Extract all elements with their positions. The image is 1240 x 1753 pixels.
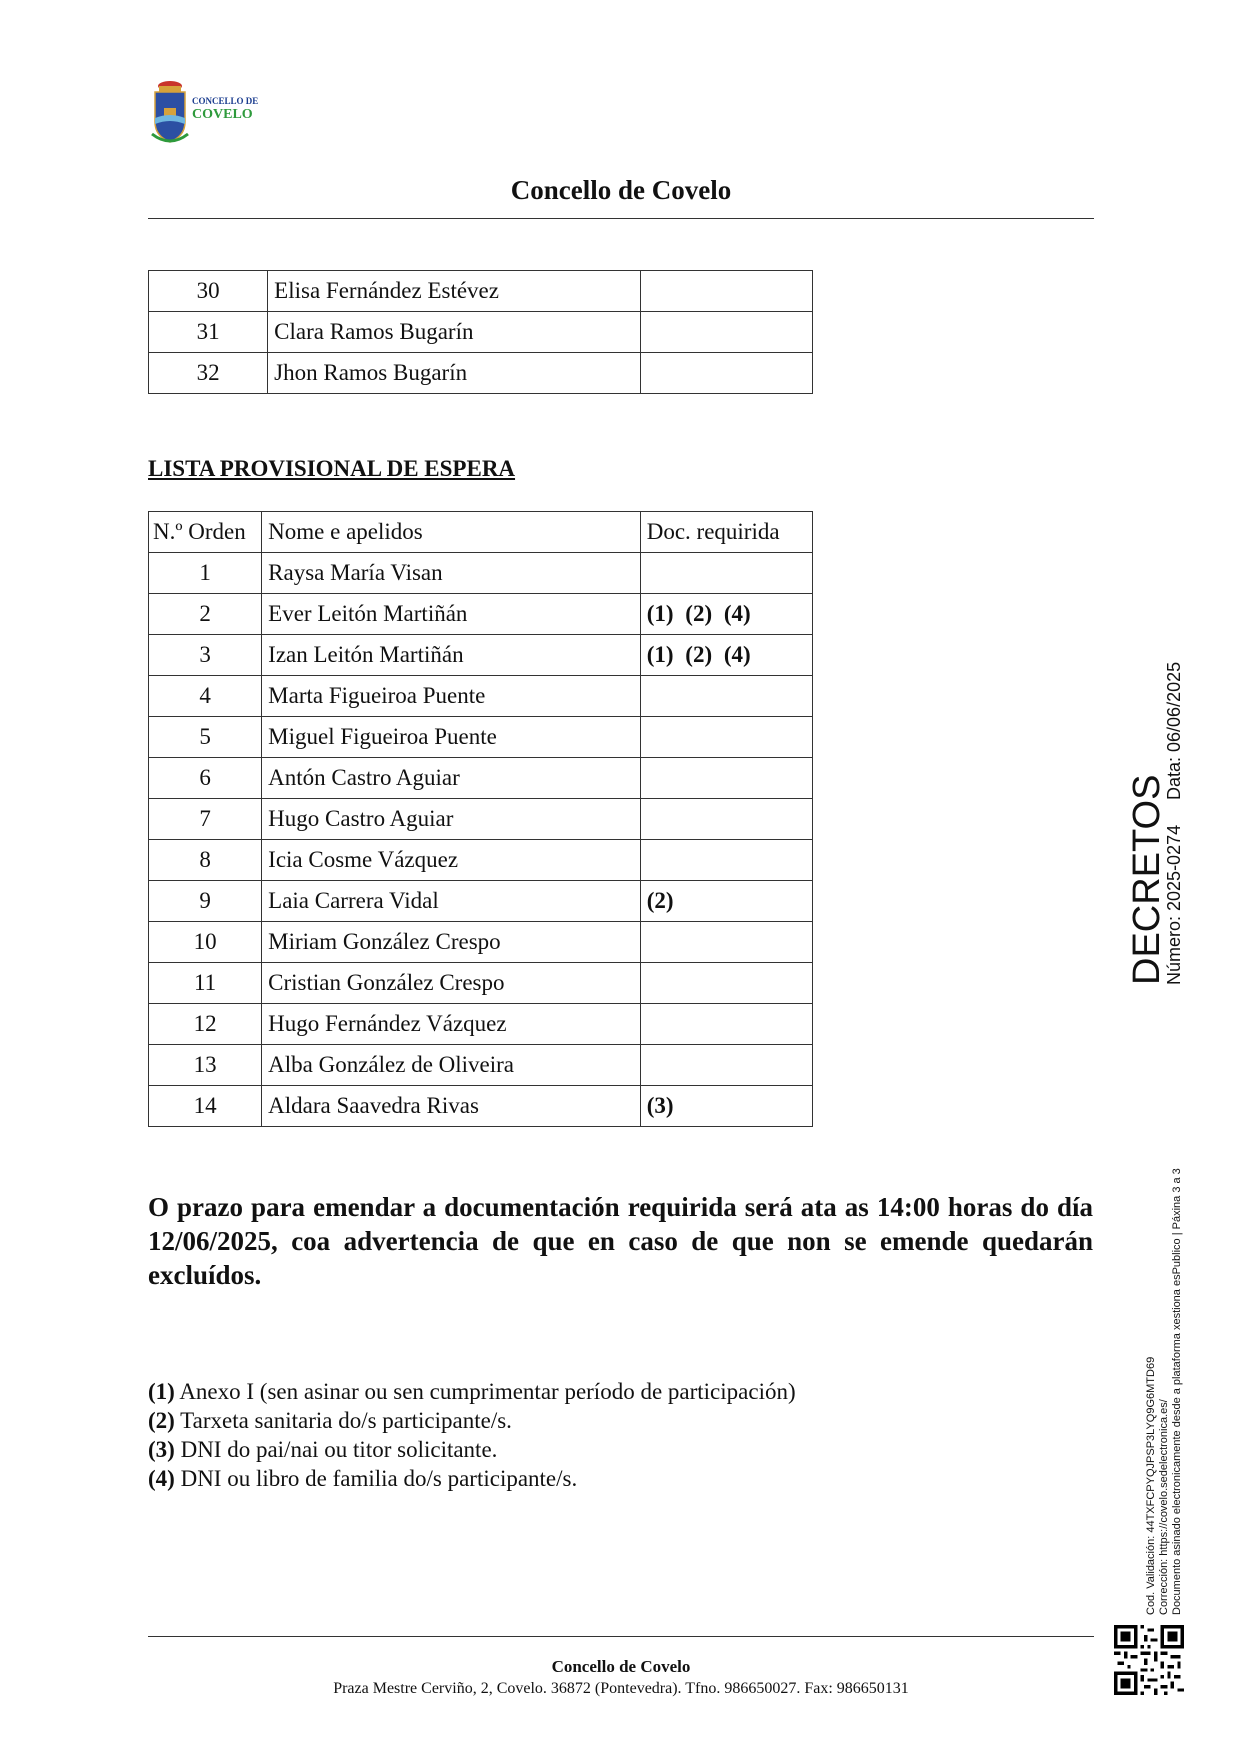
required-doc — [640, 271, 812, 312]
document-notes — [148, 1377, 796, 1493]
required-doc: (1) (2) (4) — [640, 594, 812, 635]
signature-info: Documento asinado electronicamente desde a plataforma xestiona esPublico | Páxina 3 a 3 — [1171, 1168, 1183, 1615]
table-row — [149, 271, 813, 312]
participant-name: Clara Ramos Bugarín — [268, 312, 641, 353]
order-number: 9 — [149, 881, 262, 922]
required-doc: (1) (2) (4) — [640, 635, 812, 676]
table-row — [149, 922, 813, 963]
decretos-label: DECRETOS — [1126, 774, 1168, 985]
header-name: Nome e apelidos — [262, 512, 641, 553]
participant-name: Marta Figueiroa Puente — [262, 676, 641, 717]
table-row — [149, 635, 813, 676]
note-text: DNI do pai/nai ou titor solicitante. — [180, 1437, 498, 1462]
required-doc — [640, 799, 812, 840]
order-number: 12 — [149, 1004, 262, 1045]
table-row — [149, 312, 813, 353]
participant-name: Elisa Fernández Estévez — [268, 271, 641, 312]
order-number: 1 — [149, 553, 262, 594]
required-doc — [640, 717, 812, 758]
note-ref: (3) — [148, 1437, 175, 1462]
participant-name: Antón Castro Aguiar — [262, 758, 641, 799]
table-row — [149, 881, 813, 922]
required-doc — [640, 1045, 812, 1086]
validation-code: Cod. Validación: 44TXFCPYQJPSP3LYQ9G6MTD69 — [1145, 1356, 1157, 1615]
verification-url: Corrección: https://covelo.sedelectronica.es/ — [1158, 1399, 1170, 1615]
participant-name: Icia Cosme Vázquez — [262, 840, 641, 881]
participant-name: Izan Leitón Martiñán — [262, 635, 641, 676]
order-number: 3 — [149, 635, 262, 676]
required-doc — [640, 840, 812, 881]
participant-name: Cristian González Crespo — [262, 963, 641, 1004]
required-doc — [640, 676, 812, 717]
deadline-notice: O prazo para emendar a documentación requirida será ata as 14:00 horas do día 12/06/2025, coa advertencia de que en caso de que non se emende quedarán excluídos. — [148, 1192, 1093, 1290]
header-order: N.º Orden — [149, 512, 262, 553]
participant-name: Aldara Saavedra Rivas — [262, 1086, 641, 1127]
table-row — [149, 717, 813, 758]
participant-name: Miriam González Crespo — [262, 922, 641, 963]
required-doc — [640, 312, 812, 353]
participant-name: Hugo Fernández Vázquez — [262, 1004, 641, 1045]
order-number: 32 — [149, 353, 268, 394]
table-header-row — [149, 512, 813, 553]
note-text: Anexo I (sen asinar ou sen cumprimentar período de participación) — [179, 1379, 796, 1404]
qr-code-icon — [1114, 1625, 1184, 1695]
participant-name: Alba González de Oliveira — [262, 1045, 641, 1086]
footer-title: Concello de Covelo — [551, 1657, 691, 1676]
required-doc — [640, 922, 812, 963]
table-row — [149, 594, 813, 635]
decree-date: Data: 06/06/2025 — [1164, 661, 1184, 800]
required-doc — [640, 353, 812, 394]
participant-name: Laia Carrera Vidal — [262, 881, 641, 922]
note-item — [148, 1464, 796, 1493]
order-number: 14 — [149, 1086, 262, 1127]
order-number: 13 — [149, 1045, 262, 1086]
order-number: 7 — [149, 799, 262, 840]
required-doc: (3) — [640, 1086, 812, 1127]
validation-info — [1145, 1168, 1184, 1615]
required-doc: (2) — [640, 881, 812, 922]
footer-divider — [148, 1636, 1094, 1637]
table-row — [149, 758, 813, 799]
logo-line-2: COVELO — [192, 107, 253, 122]
table-row — [149, 676, 813, 717]
header-divider — [148, 218, 1094, 219]
order-number: 31 — [149, 312, 268, 353]
decree-number: Número: 2025-0274 — [1164, 824, 1184, 985]
note-ref: (2) — [148, 1408, 175, 1433]
order-number: 11 — [149, 963, 262, 1004]
order-number: 10 — [149, 922, 262, 963]
waitlist-section-title: LISTA PROVISIONAL DE ESPERA — [148, 456, 516, 481]
table-row — [149, 1086, 813, 1127]
required-doc — [640, 758, 812, 799]
page-title: Concello de Covelo — [510, 175, 732, 205]
note-text: DNI ou libro de familia do/s participante/s. — [180, 1466, 578, 1491]
order-number: 5 — [149, 717, 262, 758]
note-item — [148, 1435, 796, 1464]
waitlist-table — [148, 511, 813, 1127]
logo-line-1: CONCELLO DE — [192, 96, 259, 106]
table-row — [149, 553, 813, 594]
order-number: 2 — [149, 594, 262, 635]
admitted-list-continuation-table — [148, 270, 813, 394]
required-doc — [640, 963, 812, 1004]
participant-name: Ever Leitón Martiñán — [262, 594, 641, 635]
note-item — [148, 1406, 796, 1435]
header-doc: Doc. requirida — [640, 512, 812, 553]
participant-name: Jhon Ramos Bugarín — [268, 353, 641, 394]
order-number: 4 — [149, 676, 262, 717]
order-number: 8 — [149, 840, 262, 881]
order-number: 30 — [149, 271, 268, 312]
footer-address: Praza Mestre Cerviño, 2, Covelo. 36872 (Pontevedra). Tfno. 986650027. Fax: 986650131 — [333, 1680, 909, 1697]
table-row — [149, 353, 813, 394]
participant-name: Miguel Figueiroa Puente — [262, 717, 641, 758]
note-item — [148, 1377, 796, 1406]
participant-name: Raysa María Visan — [262, 553, 641, 594]
coat-of-arms-icon — [150, 78, 194, 148]
table-row — [149, 799, 813, 840]
order-number: 6 — [149, 758, 262, 799]
note-ref: (1) — [148, 1379, 175, 1404]
table-row — [149, 1004, 813, 1045]
table-row — [149, 963, 813, 1004]
table-row — [149, 1045, 813, 1086]
logo — [150, 78, 270, 150]
note-ref: (4) — [148, 1466, 175, 1491]
note-text: Tarxeta sanitaria do/s participante/s. — [180, 1408, 512, 1433]
required-doc — [640, 1004, 812, 1045]
required-doc — [640, 553, 812, 594]
participant-name: Hugo Castro Aguiar — [262, 799, 641, 840]
table-row — [149, 840, 813, 881]
